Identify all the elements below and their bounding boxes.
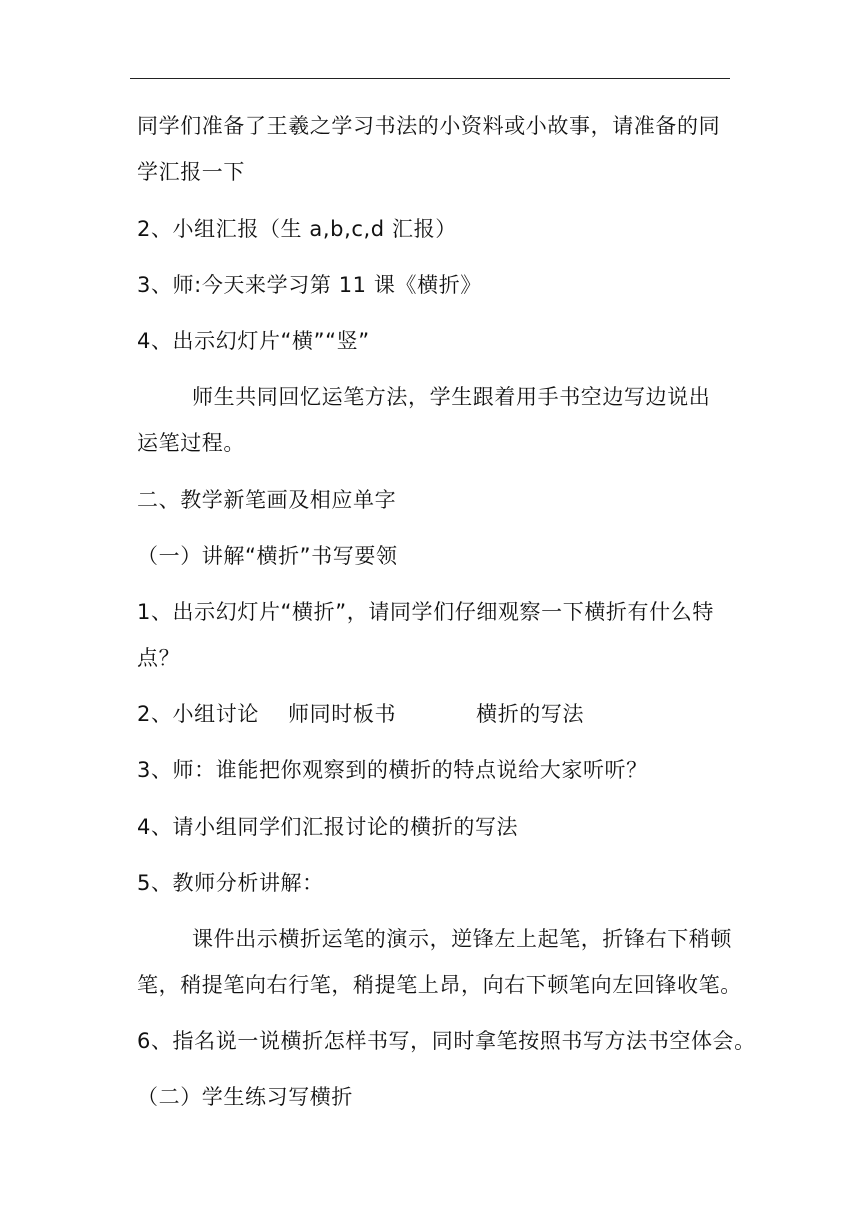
paragraph-line-7: 运笔过程。 bbox=[137, 431, 245, 455]
header-rule bbox=[130, 78, 730, 79]
paragraph-line-10: 2、小组讨论 师同时板书 横折的写法 bbox=[137, 702, 585, 726]
paragraph-line-3: 2、小组汇报（生 a,b,c,d 汇报） bbox=[137, 217, 457, 241]
paragraph-line-14: 课件出示横折运笔的演示，逆锋左上起笔，折锋右下稍顿 bbox=[192, 927, 732, 951]
paragraph-line-4: 3、师:今天来学习第 11 课《横折》 bbox=[137, 273, 482, 297]
paragraph-line-8: 1、出示幻灯片“横折”，请同学们仔细观察一下横折有什么特 bbox=[137, 600, 714, 624]
paragraph-line-12: 4、请小组同学们汇报讨论的横折的写法 bbox=[137, 815, 519, 839]
paragraph-line-1: 同学们准备了王羲之学习书法的小资料或小故事，请准备的同 bbox=[137, 114, 721, 138]
paragraph-line-2: 学汇报一下 bbox=[137, 160, 245, 184]
subsection-heading-2: （二）学生练习写横折 bbox=[137, 1085, 353, 1109]
paragraph-line-16: 6、指名说一说横折怎样书写，同时拿笔按照书写方法书空体会。 bbox=[137, 1029, 756, 1053]
paragraph-line-5: 4、出示幻灯片“横”“竖” bbox=[137, 329, 370, 353]
paragraph-line-9: 点？ bbox=[137, 646, 181, 670]
paragraph-line-11: 3、师：谁能把你观察到的横折的特点说给大家听听？ bbox=[137, 758, 648, 782]
section-heading: 二、教学新笔画及相应单字 bbox=[137, 488, 397, 512]
paragraph-line-15: 笔，稍提笔向右行笔，稍提笔上昂，向右下顿笔向左回锋收笔。 bbox=[137, 973, 742, 997]
paragraph-line-13: 5、教师分析讲解： bbox=[137, 871, 324, 895]
subsection-heading-1: （一）讲解“横折”书写要领 bbox=[137, 544, 398, 568]
paragraph-line-6: 师生共同回忆运笔方法，学生跟着用手书空边写边说出 bbox=[192, 385, 711, 409]
